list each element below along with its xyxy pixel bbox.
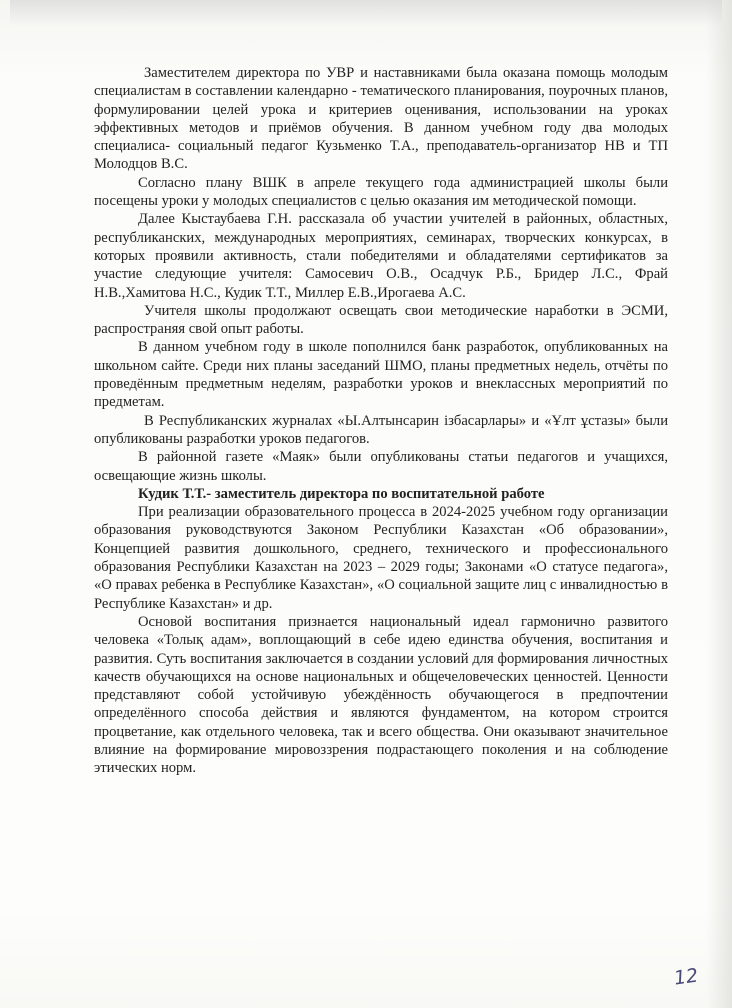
document-body bbox=[94, 64, 668, 778]
paragraph-bank: В данном учебном году в школе пополнился банк разработок, опубликованных на школьном сайте. Среди них планы заседаний ШМО, планы предметных недель, отчёты по проведённым предметным неделям, разработки уроков и внеклассных мероприятий по предметам. bbox=[94, 339, 668, 411]
paragraph-upbringing: Основой воспитания признается национальный идеал гармонично развитого человека «Толық адам», воплощающий в себе идею единства обучения, воспитания и развития. Суть воспитания заключается в создании условий для формирования личностных качеств обучающихся на основе национальных и общечеловеческих ценностей. Ценности представляют собой устойчивую убеждённость обучающегося в предпочтении определённого способа действия и являются фундаментом, на котором строится процветание, как отдельного человека, так и всего общества. Они оказывают значительное влияние на формирование мировоззрения подрастающего поколения и на соблюдение этических норм. bbox=[94, 613, 668, 777]
paragraph-legislation: При реализации образовательного процесса в 2024-2025 учебном году организации образования руководствуются Законом Республики Казахстан «Об образовании», Концепцией развития дошкольного, среднего, технического и профессионального образования Республики Казахстан на 2023 – 2029 годы; Законами «О статусе педагога», «О правах ребенка в Республике Казахстан», «О социальной защите лиц с инвалидностью в Республике Казахстан» и др. bbox=[94, 504, 668, 612]
paragraph-newspaper: В районной газете «Маяк» были опубликованы статьи педагогов и учащихся, освещающие жизнь школы. bbox=[94, 449, 668, 484]
paragraph-mentoring: Заместителем директора по УВР и наставниками была оказана помощь молодым специалистам в составлении календарно - тематического планирования, поурочных планов, формулировании целей урока и критериев оценивания, использовании на уроках эффективных методов и приёмов обучения. В данном учебном году два молодых специалиса- социальный педагог Кузьменко Т.А., преподаватель-организатор НВ и ТП Молодцов В.С. bbox=[94, 65, 668, 173]
paragraph-vshk: Согласно плану ВШК в апреле текущего года администрацией школы были посещены уроки у молодых специалистов с целью оказания им методической помощи. bbox=[94, 174, 668, 210]
paragraph-esmi: Учителя школы продолжают освещать свои методические наработки в ЭСМИ, распространяя свой опыт работы. bbox=[94, 302, 668, 338]
scan-side-shadow bbox=[706, 0, 732, 1008]
paragraph-journals: В Республиканских журналах «Ы.Алтынсарин ізбасарлары» и «Ұлт ұстазы» были опубликованы разработки уроков педагогов. bbox=[94, 412, 668, 447]
scan-edge-shadow bbox=[10, 0, 722, 26]
section-heading: Кудик Т.Т.- заместитель директора по воспитательной работе bbox=[138, 485, 545, 502]
handwritten-page-number: 12 bbox=[672, 964, 700, 990]
paragraph-participation: Далее Кыстаубаева Г.Н. рассказала об участии учителей в районных, областных, республиканских, международных мероприятиях, семинарах, творческих конкурсах, в которых проявили активность, стали победителями и обладателями сертификатов за участие следующие учителя: Самосевич О.В., Осадчук Р.Б., Бридер Л.С., Фрай Н.В.,Хамитова Н.С., Кудик Т.Т., Миллер Е.В.,Ирогаева А.С. bbox=[94, 211, 668, 301]
